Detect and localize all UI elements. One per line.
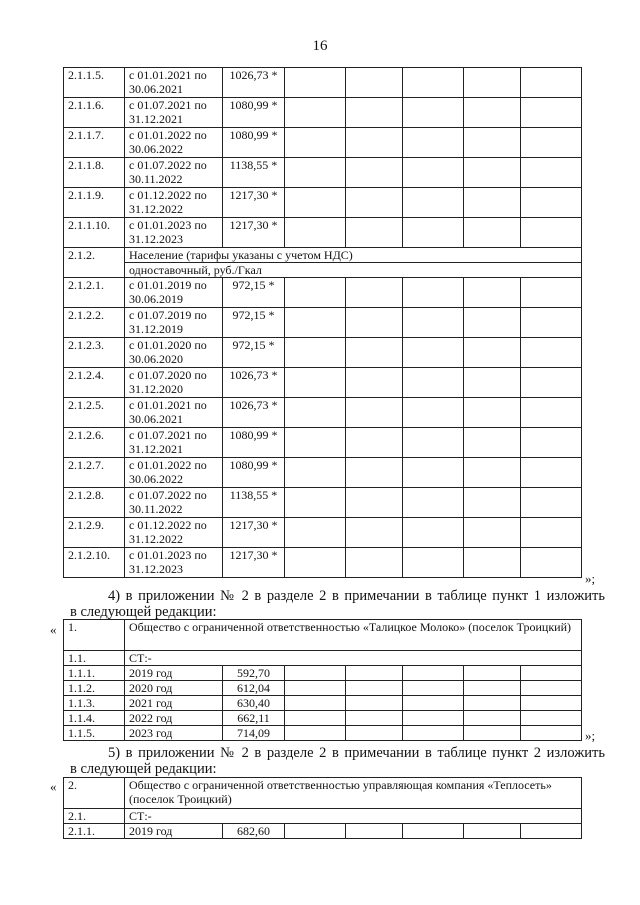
section-subtitle: одноставочный, руб./Гкал	[125, 263, 582, 278]
cell-value: 662,11	[223, 711, 285, 726]
empty-cell	[285, 338, 346, 368]
empty-cell	[521, 666, 582, 681]
empty-cell	[464, 398, 521, 428]
empty-cell	[285, 548, 346, 578]
empty-cell	[346, 824, 403, 839]
empty-cell	[285, 824, 346, 839]
empty-cell	[464, 218, 521, 248]
table-row	[64, 158, 582, 188]
cell-value: 1217,30 *	[223, 188, 285, 218]
empty-cell	[521, 188, 582, 218]
table-row	[64, 458, 582, 488]
cell-num: 2.1.2.4.	[64, 368, 125, 398]
empty-cell	[521, 338, 582, 368]
empty-cell	[346, 128, 403, 158]
empty-cell	[464, 548, 521, 578]
cell-num: 2.1.1.9.	[64, 188, 125, 218]
empty-cell	[521, 368, 582, 398]
cell-period: с 01.07.2021 по 31.12.2021	[125, 428, 223, 458]
cell-period: с 01.07.2019 по 31.12.2019	[125, 308, 223, 338]
cell-value: 612,04	[223, 681, 285, 696]
empty-cell	[346, 98, 403, 128]
empty-cell	[521, 824, 582, 839]
empty-cell	[285, 488, 346, 518]
cell-period: с 01.01.2022 по 30.06.2022	[125, 458, 223, 488]
empty-cell	[403, 68, 464, 98]
empty-cell	[285, 128, 346, 158]
empty-cell	[403, 711, 464, 726]
cell-num: 2.1.2.8.	[64, 488, 125, 518]
empty-cell	[521, 681, 582, 696]
empty-cell	[464, 368, 521, 398]
empty-cell	[403, 518, 464, 548]
table-row	[64, 368, 582, 398]
empty-cell	[285, 188, 346, 218]
table-row	[64, 711, 582, 726]
paragraph-line: в следующей редакции:	[70, 604, 217, 620]
st-number: 1.1.	[64, 651, 125, 666]
empty-cell	[464, 188, 521, 218]
empty-cell	[346, 188, 403, 218]
opening-quote: «	[50, 779, 57, 794]
cell-value: 1026,73 *	[223, 398, 285, 428]
empty-cell	[346, 218, 403, 248]
cell-num: 2.1.1.8.	[64, 158, 125, 188]
cell-value: 714,09	[223, 726, 285, 741]
empty-cell	[521, 488, 582, 518]
empty-cell	[464, 726, 521, 741]
empty-cell	[285, 68, 346, 98]
table-row	[64, 518, 582, 548]
empty-cell	[521, 458, 582, 488]
empty-cell	[403, 548, 464, 578]
closing-quote: »;	[585, 728, 596, 743]
empty-cell	[346, 726, 403, 741]
empty-cell	[403, 666, 464, 681]
cell-period: с 01.01.2023 по 31.12.2023	[125, 548, 223, 578]
cell-period: с 01.01.2021 по 30.06.2021	[125, 68, 223, 98]
cell-year: 2019 год	[125, 824, 223, 839]
cell-value: 972,15 *	[223, 338, 285, 368]
org-row	[64, 778, 582, 809]
empty-cell	[521, 158, 582, 188]
table-row	[64, 218, 582, 248]
cell-value: 1138,55 *	[223, 158, 285, 188]
empty-cell	[403, 128, 464, 158]
cell-num: 2.1.2.10.	[64, 548, 125, 578]
empty-cell	[464, 158, 521, 188]
cell-period: с 01.01.2021 по 30.06.2021	[125, 398, 223, 428]
empty-cell	[346, 696, 403, 711]
empty-cell	[464, 128, 521, 158]
empty-cell	[403, 278, 464, 308]
section-number: 2.1.2.	[64, 248, 125, 278]
table-row	[64, 428, 582, 458]
org-number: 1.	[64, 620, 125, 651]
empty-cell	[521, 428, 582, 458]
cell-value: 1080,99 *	[223, 128, 285, 158]
empty-cell	[403, 696, 464, 711]
table-row	[64, 666, 582, 681]
empty-cell	[464, 711, 521, 726]
empty-cell	[285, 681, 346, 696]
cell-period: с 01.01.2020 по 30.06.2020	[125, 338, 223, 368]
empty-cell	[285, 98, 346, 128]
cell-value: 1217,30 *	[223, 218, 285, 248]
empty-cell	[403, 681, 464, 696]
empty-cell	[346, 488, 403, 518]
empty-cell	[521, 518, 582, 548]
table-row	[64, 696, 582, 711]
empty-cell	[346, 368, 403, 398]
empty-cell	[285, 308, 346, 338]
empty-cell	[403, 308, 464, 338]
table-row	[64, 68, 582, 98]
st-number: 2.1.	[64, 809, 125, 824]
tariff-table-teploset	[63, 777, 582, 839]
cell-value: 1080,99 *	[223, 428, 285, 458]
empty-cell	[521, 308, 582, 338]
table-row	[64, 338, 582, 368]
cell-period: с 01.07.2020 по 31.12.2020	[125, 368, 223, 398]
org-title: Общество с ограниченной ответственностью управляющая компания «Теплосеть» (поселок Троицкий)	[125, 778, 582, 809]
cell-num: 1.1.3.	[64, 696, 125, 711]
empty-cell	[403, 488, 464, 518]
empty-cell	[464, 458, 521, 488]
empty-cell	[285, 218, 346, 248]
cell-period: с 01.01.2023 по 31.12.2023	[125, 218, 223, 248]
table-row	[64, 726, 582, 741]
page-number: 16	[312, 38, 328, 54]
cell-value: 1026,73 *	[223, 368, 285, 398]
empty-cell	[521, 128, 582, 158]
empty-cell	[285, 278, 346, 308]
empty-cell	[346, 681, 403, 696]
empty-cell	[346, 711, 403, 726]
empty-cell	[346, 518, 403, 548]
cell-period: с 01.01.2019 по 30.06.2019	[125, 278, 223, 308]
org-number: 2.	[64, 778, 125, 809]
section-row	[64, 248, 582, 263]
empty-cell	[403, 368, 464, 398]
cell-value: 592,70	[223, 666, 285, 681]
opening-quote: «	[50, 622, 57, 637]
cell-period: с 01.12.2022 по 31.12.2022	[125, 518, 223, 548]
empty-cell	[521, 278, 582, 308]
table-row	[64, 128, 582, 158]
cell-num: 2.1.2.5.	[64, 398, 125, 428]
empty-cell	[346, 398, 403, 428]
cell-period: с 01.07.2021 по 31.12.2021	[125, 98, 223, 128]
empty-cell	[285, 666, 346, 681]
empty-cell	[403, 218, 464, 248]
empty-cell	[521, 548, 582, 578]
empty-cell	[403, 428, 464, 458]
cell-year: 2020 год	[125, 681, 223, 696]
paragraph-line: 4) в приложении № 2 в разделе 2 в примечании в таблице пункт 1 изложить	[108, 588, 605, 604]
org-row	[64, 620, 582, 651]
empty-cell	[521, 68, 582, 98]
cell-num: 2.1.1.7.	[64, 128, 125, 158]
empty-cell	[464, 681, 521, 696]
st-row	[64, 651, 582, 666]
empty-cell	[285, 711, 346, 726]
empty-cell	[464, 428, 521, 458]
empty-cell	[403, 398, 464, 428]
cell-value: 1217,30 *	[223, 518, 285, 548]
tariff-table-continuation	[63, 67, 582, 578]
cell-num: 2.1.2.9.	[64, 518, 125, 548]
empty-cell	[285, 368, 346, 398]
empty-cell	[285, 428, 346, 458]
section-title: Население (тарифы указаны с учетом НДС)	[125, 248, 582, 263]
paragraph-line: 5) в приложении № 2 в разделе 2 в примечании в таблице пункт 2 изложить	[108, 745, 605, 761]
cell-year: 2019 год	[125, 666, 223, 681]
empty-cell	[346, 68, 403, 98]
cell-num: 2.1.2.6.	[64, 428, 125, 458]
cell-num: 2.1.2.2.	[64, 308, 125, 338]
empty-cell	[403, 726, 464, 741]
cell-value: 1080,99 *	[223, 98, 285, 128]
empty-cell	[285, 726, 346, 741]
cell-value: 682,60	[223, 824, 285, 839]
cell-period: с 01.07.2022 по 30.11.2022	[125, 158, 223, 188]
empty-cell	[521, 218, 582, 248]
empty-cell	[285, 696, 346, 711]
cell-value: 1026,73 *	[223, 68, 285, 98]
cell-num: 2.1.2.7.	[64, 458, 125, 488]
cell-year: 2021 год	[125, 696, 223, 711]
section-subtitle-row	[64, 263, 582, 278]
empty-cell	[403, 824, 464, 839]
cell-num: 1.1.2.	[64, 681, 125, 696]
table-row	[64, 548, 582, 578]
cell-num: 2.1.1.10.	[64, 218, 125, 248]
cell-num: 1.1.1.	[64, 666, 125, 681]
empty-cell	[346, 428, 403, 458]
amendment-paragraph-5	[70, 745, 605, 777]
table-row	[64, 278, 582, 308]
empty-cell	[403, 338, 464, 368]
table-row	[64, 188, 582, 218]
empty-cell	[464, 488, 521, 518]
paragraph-line: в следующей редакции:	[70, 761, 217, 777]
table-row	[64, 98, 582, 128]
empty-cell	[346, 458, 403, 488]
cell-year: 2022 год	[125, 711, 223, 726]
empty-cell	[285, 398, 346, 428]
cell-value: 1138,55 *	[223, 488, 285, 518]
empty-cell	[285, 458, 346, 488]
table-row	[64, 398, 582, 428]
org-title: Общество с ограниченной ответственностью «Талицкое Молоко» (поселок Троицкий)	[125, 620, 582, 651]
table-row	[64, 488, 582, 518]
empty-cell	[285, 518, 346, 548]
st-label: СТ:-	[125, 651, 582, 666]
empty-cell	[521, 726, 582, 741]
cell-num: 1.1.5.	[64, 726, 125, 741]
table-row	[64, 308, 582, 338]
cell-period: с 01.07.2022 по 30.11.2022	[125, 488, 223, 518]
empty-cell	[346, 308, 403, 338]
empty-cell	[403, 158, 464, 188]
empty-cell	[346, 666, 403, 681]
cell-value: 972,15 *	[223, 308, 285, 338]
cell-num: 2.1.1.6.	[64, 98, 125, 128]
empty-cell	[464, 98, 521, 128]
cell-num: 2.1.2.1.	[64, 278, 125, 308]
empty-cell	[464, 518, 521, 548]
empty-cell	[521, 398, 582, 428]
empty-cell	[403, 98, 464, 128]
empty-cell	[285, 158, 346, 188]
empty-cell	[464, 824, 521, 839]
table-row	[64, 824, 582, 839]
amendment-paragraph-4	[70, 588, 605, 620]
cell-value: 972,15 *	[223, 278, 285, 308]
st-label: СТ:-	[125, 809, 582, 824]
empty-cell	[521, 98, 582, 128]
empty-cell	[346, 158, 403, 188]
empty-cell	[521, 711, 582, 726]
tariff-table-talitskoe	[63, 619, 582, 741]
empty-cell	[464, 666, 521, 681]
cell-num: 2.1.1.5.	[64, 68, 125, 98]
cell-num: 1.1.4.	[64, 711, 125, 726]
empty-cell	[464, 338, 521, 368]
empty-cell	[464, 308, 521, 338]
empty-cell	[346, 278, 403, 308]
empty-cell	[403, 458, 464, 488]
cell-period: с 01.01.2022 по 30.06.2022	[125, 128, 223, 158]
cell-value: 1217,30 *	[223, 548, 285, 578]
cell-period: с 01.12.2022 по 31.12.2022	[125, 188, 223, 218]
cell-num: 2.1.2.3.	[64, 338, 125, 368]
empty-cell	[464, 278, 521, 308]
st-row	[64, 809, 582, 824]
empty-cell	[346, 338, 403, 368]
cell-year: 2023 год	[125, 726, 223, 741]
empty-cell	[521, 696, 582, 711]
empty-cell	[464, 68, 521, 98]
cell-value: 630,40	[223, 696, 285, 711]
empty-cell	[464, 696, 521, 711]
cell-value: 1080,99 *	[223, 458, 285, 488]
empty-cell	[346, 548, 403, 578]
empty-cell	[403, 188, 464, 218]
table-row	[64, 681, 582, 696]
closing-quote: »;	[585, 571, 596, 586]
cell-num: 2.1.1.	[64, 824, 125, 839]
